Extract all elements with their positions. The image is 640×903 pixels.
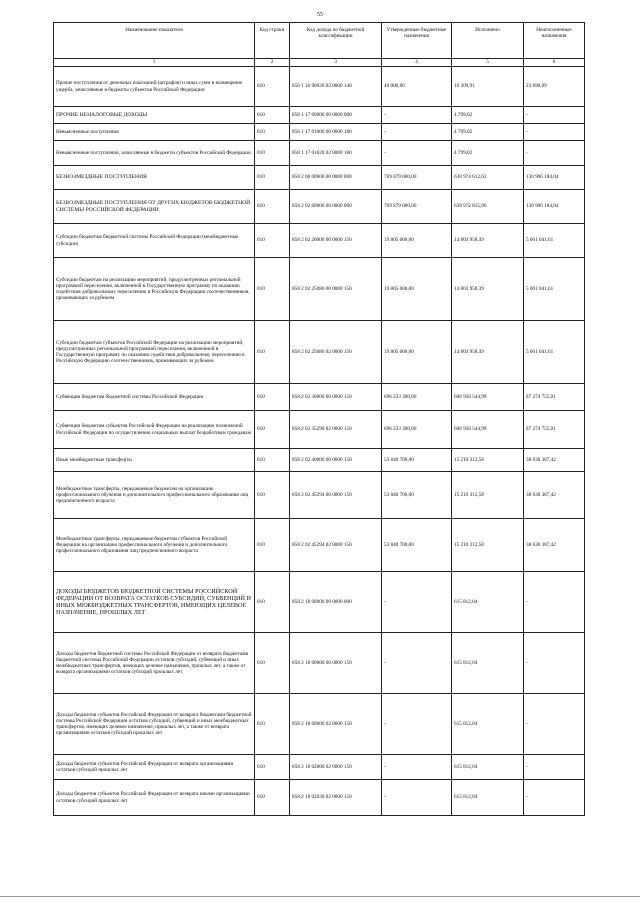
row-approved-cell: - xyxy=(382,780,452,816)
column-number: 1 xyxy=(54,59,255,67)
row-name-cell: БЕЗВОЗМЕЗДНЫЕ ПОСТУПЛЕНИЯ ОТ ДРУГИХ БЮДЖЕТОВ БЮДЖЕТНОЙ СИСТЕМЫ РОССИЙСКОЙ ФЕДЕРАЦИИ xyxy=(54,190,255,224)
row-unexecuted-cell: 87 274 755,01 xyxy=(524,411,585,449)
row-income-code-cell: 858 2 02 35290 02 0000 150 xyxy=(290,411,382,449)
table-row xyxy=(54,780,585,816)
row-approved-cell: 696 233 300,00 xyxy=(382,411,452,449)
column-header: Неисполненные назначения xyxy=(524,23,585,59)
row-income-code-cell: 858 1 17 01020 02 0000 180 xyxy=(290,141,382,166)
row-unexecuted-cell: - xyxy=(524,633,585,694)
table-row xyxy=(54,755,585,780)
row-income-code-cell: 858 2 02 40000 00 0000 150 xyxy=(290,449,382,472)
table-header-row xyxy=(54,23,585,59)
column-number: 5 xyxy=(452,59,524,67)
row-unexecuted-cell: - xyxy=(524,124,585,141)
row-unexecuted-cell: 38 630 387,42 xyxy=(524,449,585,472)
row-line-code-cell: 010 xyxy=(255,258,290,321)
row-approved-cell: 53 840 700,00 xyxy=(382,519,452,572)
row-approved-cell: 769 879 000,00 xyxy=(382,190,452,224)
row-income-code-cell: 858 2 18 02030 02 0000 150 xyxy=(290,780,382,816)
row-line-code-cell: 010 xyxy=(255,519,290,572)
table-row xyxy=(54,107,585,124)
column-number: 3 xyxy=(290,59,382,67)
table-row xyxy=(54,472,585,519)
column-number: 2 xyxy=(255,59,290,67)
row-income-code-cell: 858 1 16 90020 02 0000 140 xyxy=(290,67,382,107)
row-approved-cell: 19 805 000,00 xyxy=(382,224,452,258)
row-line-code-cell: 010 xyxy=(255,694,290,755)
row-line-code-cell: 010 xyxy=(255,166,290,190)
row-unexecuted-cell: 87 274 755,01 xyxy=(524,384,585,411)
row-executed-cell: 15 210 312,58 xyxy=(452,519,524,572)
row-income-code-cell: 858 2 18 00000 02 0000 150 xyxy=(290,694,382,755)
row-name-cell: Субвенции бюджетам бюджетной системы Российской Федерации xyxy=(54,384,255,411)
row-income-code-cell: 858 2 02 45294 00 0000 150 xyxy=(290,472,382,519)
row-executed-cell: 615 812,04 xyxy=(452,755,524,780)
row-approved-cell: 40 000,00 xyxy=(382,67,452,107)
row-approved-cell: 696 233 300,00 xyxy=(382,384,452,411)
row-line-code-cell: 010 xyxy=(255,755,290,780)
row-executed-cell: 16 309,91 xyxy=(452,67,524,107)
row-income-code-cell: 858 2 18 00000 00 0000 150 xyxy=(290,633,382,694)
table-row xyxy=(54,190,585,224)
row-unexecuted-cell: - xyxy=(524,572,585,633)
row-unexecuted-cell: 38 630 387,42 xyxy=(524,519,585,572)
row-approved-cell: - xyxy=(382,107,452,124)
table-row xyxy=(54,449,585,472)
row-name-cell: Субсидии бюджетам субъектов Российской Федерации на реализацию мероприятий, предусмотренных региональной программой переселения, включенной в Государственную программу по оказанию содействия добровольному переселению в Российскую Федерацию соотечественников, проживающих за рубежом xyxy=(54,321,255,384)
column-header: Код строки xyxy=(255,23,290,59)
row-unexecuted-cell: - xyxy=(524,107,585,124)
table-row xyxy=(54,519,585,572)
table-row xyxy=(54,166,585,190)
row-executed-cell: 615 812,04 xyxy=(452,694,524,755)
table-row xyxy=(54,321,585,384)
row-income-code-cell: 858 1 17 00000 00 0000 000 xyxy=(290,107,382,124)
row-executed-cell: 15 210 312,58 xyxy=(452,472,524,519)
column-header: Наименование показателя xyxy=(54,23,255,59)
row-name-cell: ДОХОДЫ БЮДЖЕТОВ БЮДЖЕТНОЙ СИСТЕМЫ РОССИЙСКОЙ ФЕДЕРАЦИИ ОТ ВОЗВРАТА ОСТАТКОВ СУБСИДИЙ, СУБВЕНЦИЙ И ИНЫХ МЕЖБЮДЖЕТНЫХ ТРАНСФЕРТОВ, ИМЕЮЩИХ ЦЕЛЕВОЕ НАЗНАЧЕНИЕ, ПРОШЛЫХ ЛЕТ xyxy=(54,572,255,633)
row-unexecuted-cell: 5 001 041,61 xyxy=(524,321,585,384)
row-income-code-cell: 858 2 02 00000 00 0000 000 xyxy=(290,190,382,224)
row-income-code-cell: 858 2 02 25086 00 0000 150 xyxy=(290,258,382,321)
row-name-cell: БЕЗВОЗМЕЗДНЫЕ ПОСТУПЛЕНИЯ xyxy=(54,166,255,190)
row-income-code-cell: 858 2 02 45294 02 0000 150 xyxy=(290,519,382,572)
table-row xyxy=(54,258,585,321)
table-row xyxy=(54,67,585,107)
row-line-code-cell: 010 xyxy=(255,780,290,816)
row-executed-cell: 615 812,04 xyxy=(452,780,524,816)
column-number: 6 xyxy=(524,59,585,67)
table-row xyxy=(54,384,585,411)
row-name-cell: Доходы бюджетов субъектов Российской Федерации от возврата организациями остатков субсидий прошлых лет xyxy=(54,755,255,780)
row-name-cell: ПРОЧИЕ НЕНАЛОГОВЫЕ ДОХОДЫ xyxy=(54,107,255,124)
row-unexecuted-cell: - xyxy=(524,755,585,780)
row-name-cell: Субсидии бюджетам бюджетной системы Российской Федерации (межбюджетные субсидии) xyxy=(54,224,255,258)
row-income-code-cell: 858 2 00 00000 00 0000 000 xyxy=(290,166,382,190)
row-name-cell: Доходы бюджетов субъектов Российской Федерации от возврата бюджетами бюджетной системы Российской Федерации остатков субсидий, субвенций и иных межбюджетных трансфертов, имеющих целевое назначение, прошлых лет, а также от возврата организациями остатков субсидий прошлых лет xyxy=(54,694,255,755)
row-approved-cell: - xyxy=(382,633,452,694)
row-line-code-cell: 010 xyxy=(255,572,290,633)
row-name-cell: Субвенции бюджетам субъектов Российской Федерации на реализацию полномочий Российской Федерации по осуществлению социальных выплат безработным гражданам xyxy=(54,411,255,449)
row-name-cell: Невыясненные поступления xyxy=(54,124,255,141)
table-row xyxy=(54,411,585,449)
budget-execution-table xyxy=(53,22,585,816)
table-row xyxy=(54,224,585,258)
row-approved-cell: - xyxy=(382,572,452,633)
row-name-cell: Доходы бюджетов бюджетной системы Российской Федерации от возврата бюджетами бюджетной системы Российской Федерации остатков субсидий, субвенций и иных межбюджетных трансфертов, имеющих целевое назначение, прошлых лет, а также от возврата организациями остатков субсидий прошлых лет xyxy=(54,633,255,694)
row-line-code-cell: 010 xyxy=(255,67,290,107)
table-row xyxy=(54,141,585,166)
row-income-code-cell: 858 2 18 02000 02 0000 150 xyxy=(290,755,382,780)
table-row xyxy=(54,572,585,633)
row-name-cell: Межбюджетные трансферты, передаваемые бюджетам субъектов Российской Федерации на организацию профессионального обучения и дополнительного профессионального образования лиц предпенсионного возраста xyxy=(54,519,255,572)
row-income-code-cell: 858 1 17 01000 00 0000 180 xyxy=(290,124,382,141)
row-executed-cell: 608 958 544,99 xyxy=(452,411,524,449)
row-executed-cell: 638 972 815,96 xyxy=(452,190,524,224)
row-unexecuted-cell: - xyxy=(524,780,585,816)
row-line-code-cell: 010 xyxy=(255,321,290,384)
column-header: Утвержденные бюджетные назначения xyxy=(382,23,452,59)
row-executed-cell: 608 958 544,99 xyxy=(452,384,524,411)
row-line-code-cell: 010 xyxy=(255,384,290,411)
row-line-code-cell: 010 xyxy=(255,633,290,694)
row-name-cell: Межбюджетные трансферты, передаваемые бюджетам на организацию профессионального обучения и дополнительного профессионального образования лиц предпенсионного возраста xyxy=(54,472,255,519)
row-unexecuted-cell: - xyxy=(524,694,585,755)
row-line-code-cell: 010 xyxy=(255,190,290,224)
table-row xyxy=(54,124,585,141)
column-header: Код дохода по бюджетной классификации xyxy=(290,23,382,59)
row-approved-cell: - xyxy=(382,755,452,780)
row-approved-cell: 769 879 000,00 xyxy=(382,166,452,190)
row-executed-cell: 14 803 958,39 xyxy=(452,224,524,258)
row-approved-cell: 53 840 700,00 xyxy=(382,449,452,472)
page-number: 55 xyxy=(317,12,323,18)
table-row xyxy=(54,694,585,755)
row-line-code-cell: 010 xyxy=(255,107,290,124)
row-income-code-cell: 858 2 02 20000 00 0000 150 xyxy=(290,224,382,258)
row-income-code-cell: 858 2 02 25086 02 0000 150 xyxy=(290,321,382,384)
row-name-cell: Прочие поступления от денежных взысканий (штрафов) и иных сумм в возмещение ущерба, зачисляемые в бюджеты субъектов Российской Федерации xyxy=(54,67,255,107)
row-line-code-cell: 010 xyxy=(255,124,290,141)
row-executed-cell: 4 799,02 xyxy=(452,124,524,141)
row-unexecuted-cell: 23 690,09 xyxy=(524,67,585,107)
row-name-cell: Субсидии бюджетам на реализацию мероприятий, предусмотренных региональной программой переселения, включенной в Государственную программу по оказанию содействия добровольному переселению в Российскую Федерацию соотечественников, проживающих за рубежом xyxy=(54,258,255,321)
row-approved-cell: - xyxy=(382,141,452,166)
row-executed-cell: 4 799,02 xyxy=(452,141,524,166)
row-executed-cell: 638 974 612,63 xyxy=(452,166,524,190)
row-name-cell: Иные межбюджетные трансферты xyxy=(54,449,255,472)
row-approved-cell: - xyxy=(382,124,452,141)
row-approved-cell: 19 805 000,00 xyxy=(382,321,452,384)
row-name-cell: Невыясненные поступления, зачисляемые в бюджеты субъектов Российской Федерации xyxy=(54,141,255,166)
row-unexecuted-cell: 130 906 184,04 xyxy=(524,190,585,224)
row-unexecuted-cell: 5 001 041,61 xyxy=(524,224,585,258)
row-line-code-cell: 010 xyxy=(255,141,290,166)
row-executed-cell: 4 799,02 xyxy=(452,107,524,124)
row-income-code-cell: 858 2 02 30000 00 0000 150 xyxy=(290,384,382,411)
row-line-code-cell: 010 xyxy=(255,224,290,258)
row-unexecuted-cell: 5 001 041,61 xyxy=(524,258,585,321)
row-executed-cell: 615 812,04 xyxy=(452,572,524,633)
row-unexecuted-cell: 130 906 184,04 xyxy=(524,166,585,190)
row-unexecuted-cell: 38 630 387,42 xyxy=(524,472,585,519)
row-line-code-cell: 010 xyxy=(255,411,290,449)
row-unexecuted-cell: - xyxy=(524,141,585,166)
row-line-code-cell: 010 xyxy=(255,449,290,472)
row-approved-cell: 53 840 700,00 xyxy=(382,472,452,519)
table-row xyxy=(54,633,585,694)
row-executed-cell: 14 803 958,39 xyxy=(452,258,524,321)
row-approved-cell: 19 805 000,00 xyxy=(382,258,452,321)
column-header: Исполнено xyxy=(452,23,524,59)
column-number: 4 xyxy=(382,59,452,67)
row-approved-cell: - xyxy=(382,694,452,755)
page-bottom-rule xyxy=(0,896,640,897)
row-executed-cell: 15 210 312,58 xyxy=(452,449,524,472)
row-name-cell: Доходы бюджетов субъектов Российской Федерации от возврата иными организациями остатков субсидий прошлых лет xyxy=(54,780,255,816)
row-executed-cell: 14 803 958,39 xyxy=(452,321,524,384)
row-income-code-cell: 858 2 18 00000 00 0000 000 xyxy=(290,572,382,633)
row-line-code-cell: 010 xyxy=(255,472,290,519)
column-number-row xyxy=(54,59,585,67)
row-executed-cell: 615 812,04 xyxy=(452,633,524,694)
